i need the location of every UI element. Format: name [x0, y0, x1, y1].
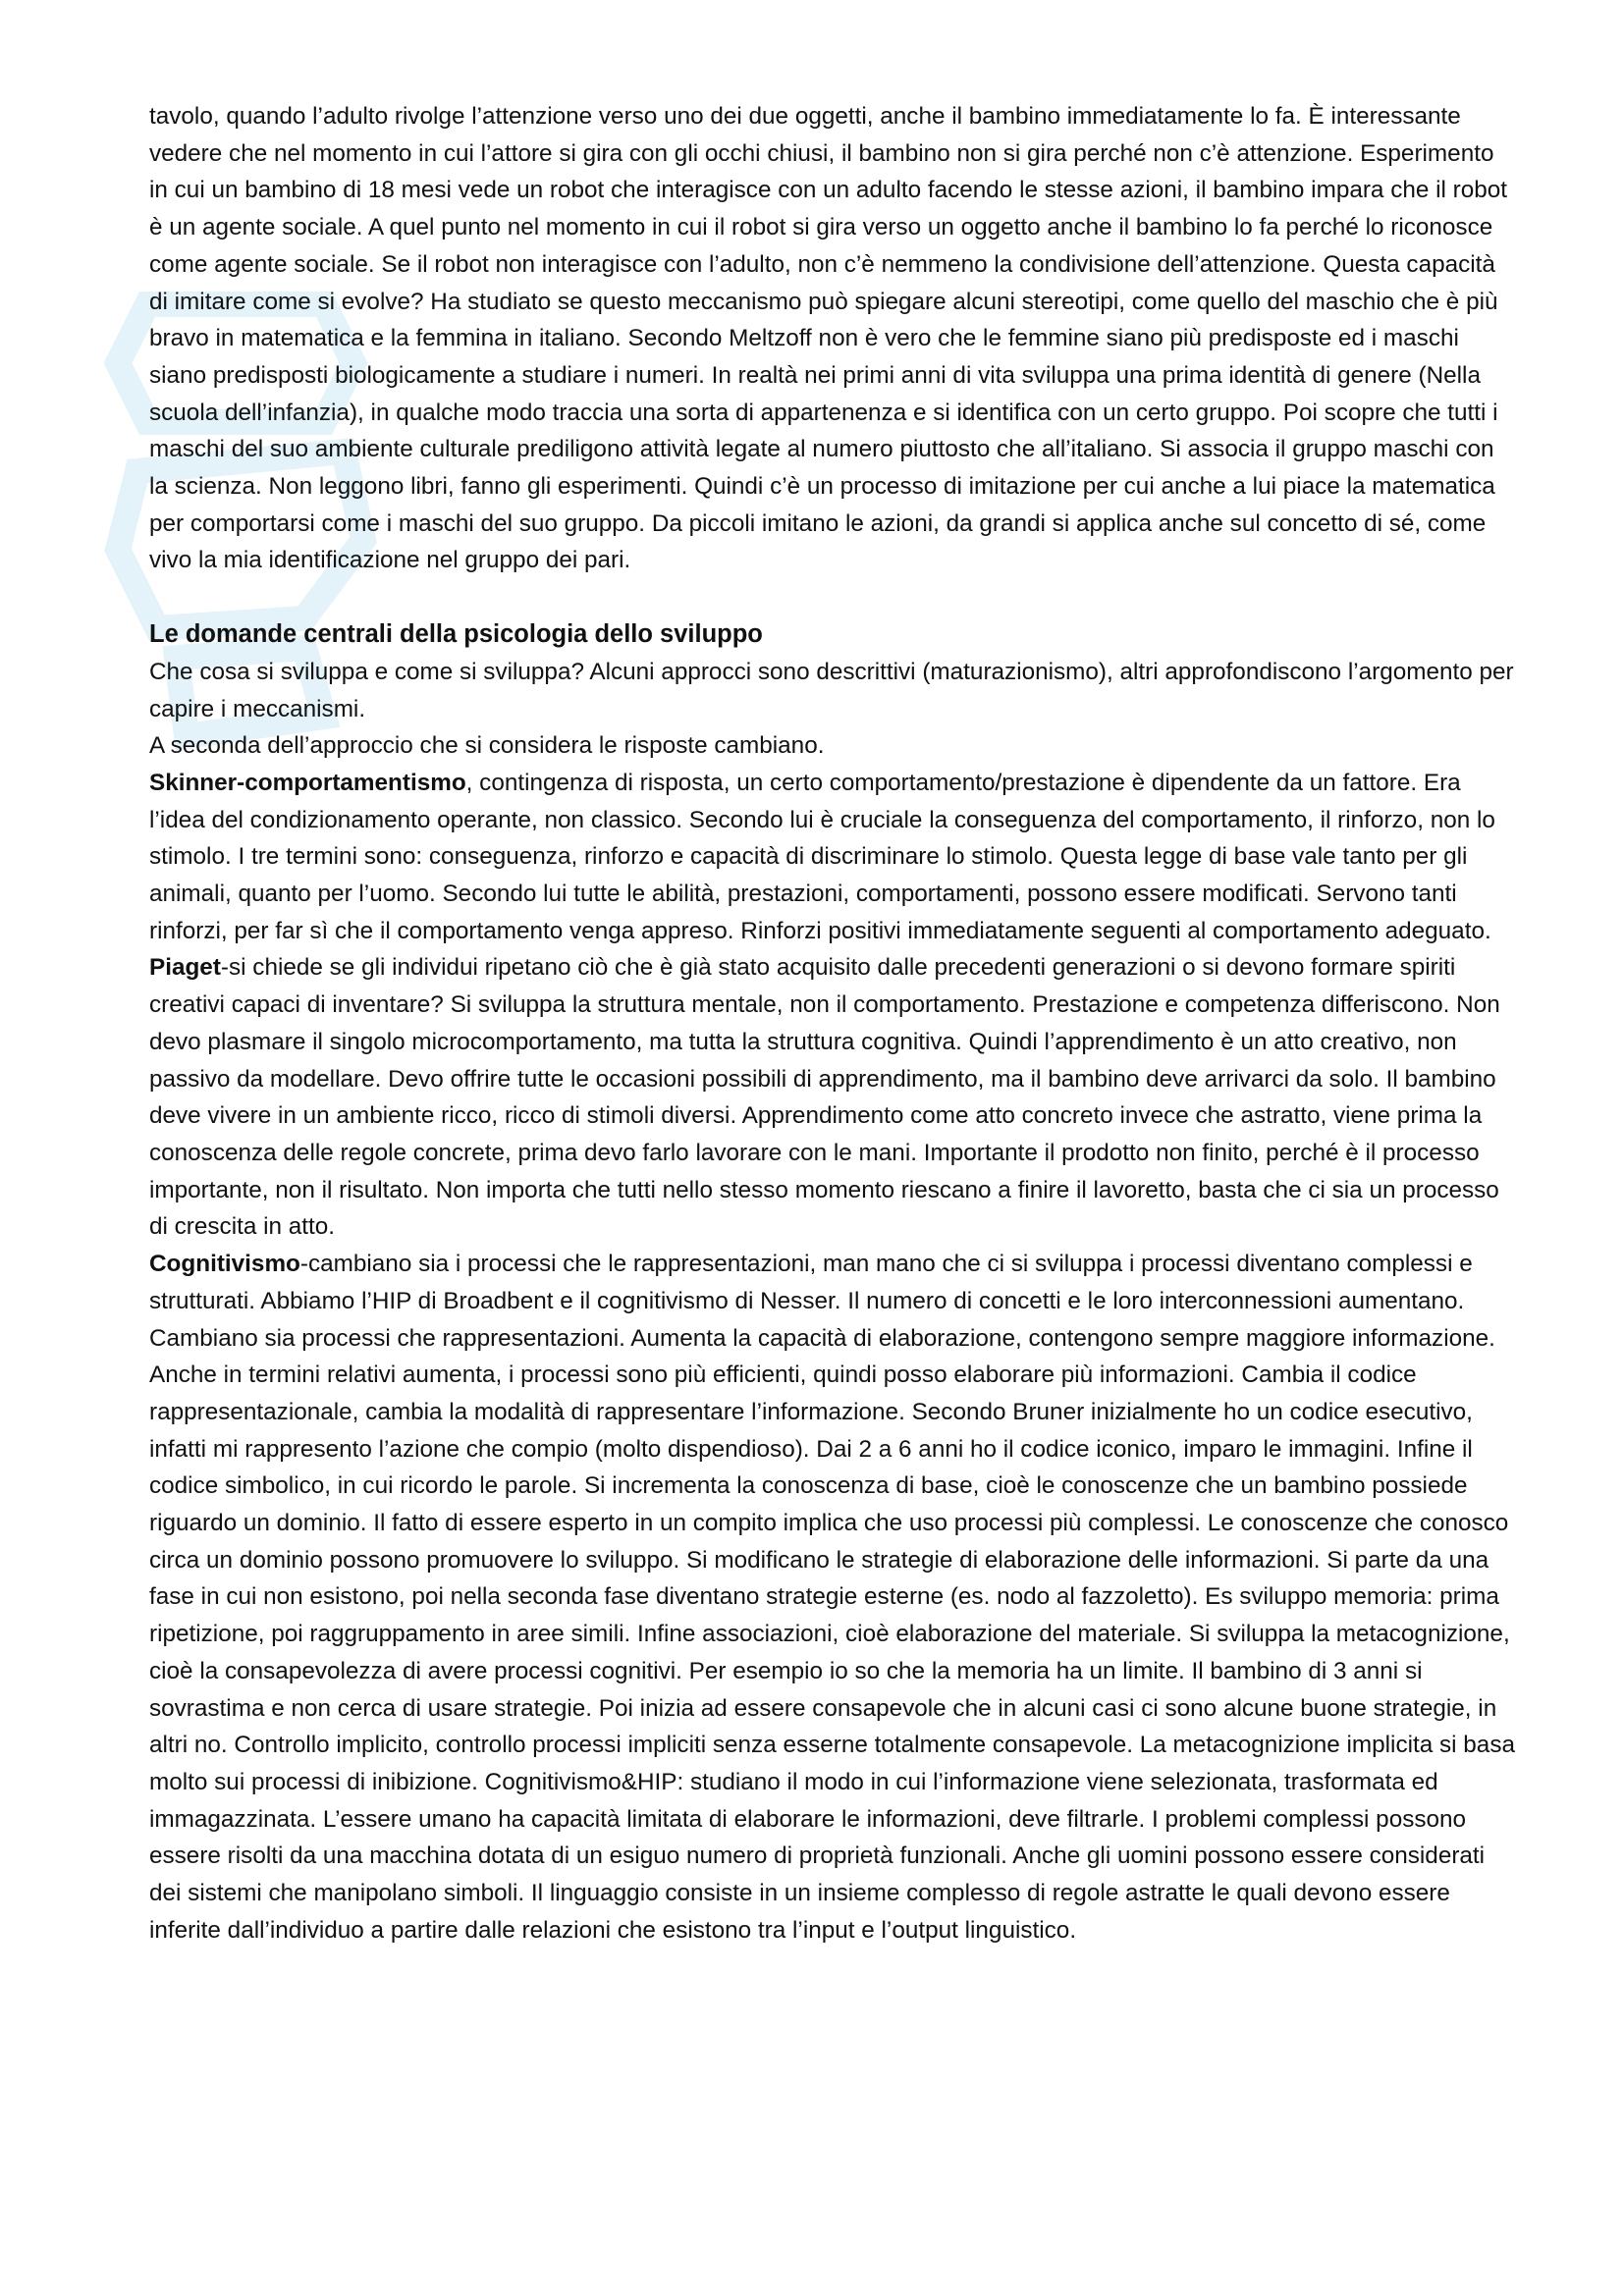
- paragraph-spacer: [149, 579, 1519, 616]
- section-line: Che cosa si sviluppa e come si sviluppa? Alcuni approcci sono descrittivi (maturazionismo), altri approfondiscono l’argomento per capire i meccanismi.: [149, 658, 1514, 722]
- piaget-paragraph: [149, 949, 1519, 1246]
- term-skinner: Skinner-comportamentismo: [149, 769, 466, 796]
- term-cognitivismo: Cognitivismo: [149, 1251, 300, 1278]
- cognitivismo-paragraph: [149, 1246, 1519, 1949]
- section-line: A seconda dell’approccio che si considera le risposte cambiano.: [149, 732, 825, 760]
- cognitivismo-text: -cambiano sia i processi che le rappresentazioni, man mano che ci si sviluppa i processi diventano complessi e strutturati. Abbiamo l’HIP di Broadbent e il cognitivismo di Nesser. Il numero di concetti e le loro interconnessioni aumentano. Cambiano sia processi che rappresentazioni. Aumenta la capacità di elaborazione, contengono sempre maggiore informazione. Anche in termini relativi aumenta, i processi sono più efficienti, quindi posso elaborare più informazioni. Cambia il codice rappresentazionale, cambia la modalità di rappresentare l’informazione. Secondo Bruner inizialmente ho un codice esecutivo, infatti mi rappresento l’azione che compio (molto dispendioso). Dai 2 a 6 anni ho il codice iconico, imparo le immagini. Infine il codice simbolico, in cui ricordo le parole. Si incrementa la conoscenza di base, cioè le conoscenze che un bambino possiede riguardo un dominio. Il fatto di essere esperto in un compito implica che uso processi più complessi. Le conoscenze che conosco circa un dominio possono promuovere lo sviluppo. Si modificano le strategie di elaborazione delle informazioni. Si parte da una fase in cui non esistono, poi nella seconda fase diventano strategie esterne (es. nodo al fazzoletto). Es sviluppo memoria: prima ripetizione, poi raggruppamento in aree simili. Infine associazioni, cioè elaborazione del materiale. Si sviluppa la metacognizione, cioè la consapevolezza di avere processi cognitivi. Per esempio io so che la memoria ha un limite. Il bambino di 3 anni si sovrastima e non cerca di usare strategie. Poi inizia ad essere consapevole che in alcuni casi ci sono alcune buone strategie, in altri no. Controllo implicito, controllo processi impliciti senza esserne totalmente consapevole. La metacognizione implicita si basa molto sui processi di inibizione. Cognitivismo&HIP: studiano il modo in cui l’informazione viene selezionata, trasformata ed immagazzinata. L’essere umano ha capacità limitata di elaborare le informazioni, deve filtrarle. I problemi complessi possono essere risolti da una macchina dotata di un esiguo numero di proprietà funzionali. Anche gli uomini possono essere considerati dei sistemi che manipolano simboli. Il linguaggio consiste in un insieme complesso di regole astratte le quali devono essere inferite dall’individuo a partire dalle relazioni che esistono tra l’input e l’output linguistico.: [149, 1251, 1515, 1944]
- skinner-paragraph: [149, 765, 1519, 950]
- piaget-text: -si chiede se gli individui ripetano ciò che è già stato acquisito dalle precedenti generazioni o si devono formare spiriti creativi capaci di inventare? Si sviluppa la struttura mentale, non il comportamento. Prestazione e competenza differiscono. Non devo plasmare il singolo microcomportamento, ma tutta la struttura cognitiva. Quindi l’apprendimento è un atto creativo, non passivo da modellare. Devo offrire tutte le occasioni possibili di apprendimento, ma il bambino deve arrivarci da solo. Il bambino deve vivere in un ambiente ricco, ricco di stimoli diversi. Apprendimento come atto concreto invece che astratto, viene prima la conoscenza delle regole concrete, prima devo farlo lavorare con le mani. Importante il prodotto non finito, perché è il processo importante, non il risultato. Non importa che tutti nello stesso momento riescano a finire il lavoretto, basta che ci sia un processo di crescita in atto.: [149, 954, 1500, 1241]
- term-piaget: Piaget: [149, 954, 221, 982]
- intro-paragraph: tavolo, quando l’adulto rivolge l’attenzione verso uno dei due oggetti, anche il bambino immediatamente lo fa. È interessante vedere che nel momento in cui l’attore si gira con gli occhi chiusi, il bambino non si gira perché non c’è attenzione. Esperimento in cui un bambino di 18 mesi vede un robot che interagisce con un adulto facendo le stesse azioni, il bambino impara che il robot è un agente sociale. A quel punto nel momento in cui il robot si gira verso un oggetto anche il bambino lo fa perché lo riconosce come agente sociale. Se il robot non interagisce con l’adulto, non c’è nemmeno la condivisione dell’attenzione. Questa capacità di imitare come si evolve? Ha studiato se questo meccanismo può spiegare alcuni stereotipi, come quello del maschio che è più bravo in matematica e la femmina in italiano. Secondo Meltzoff non è vero che le femmine siano più predisposte ed i maschi siano predisposti biologicamente a studiare i numeri. In realtà nei primi anni di vita sviluppa una prima identità di genere (Nella scuola dell’infanzia), in qualche modo traccia una sorta di appartenenza e si identifica con un certo gruppo. Poi scopre che tutti i maschi del suo ambiente culturale prediligono attività legate al numero piuttosto che all’italiano. Si associa il gruppo maschi con la scienza. Non leggono libri, fanno gli esperimenti. Quindi c’è un processo di imitazione per cui anche a lui piace la matematica per comportarsi come i maschi del suo gruppo. Da piccoli imitano le azioni, da grandi si applica anche sul concetto di sé, come vivo la mia identificazione nel gruppo dei pari.: [149, 103, 1508, 574]
- document-page: [149, 98, 1519, 1949]
- section-heading: Le domande centrali della psicologia dello sviluppo: [149, 620, 763, 649]
- skinner-text: , contingenza di risposta, un certo comportamento/prestazione è dipendente da un fattore. Era l’idea del condizionamento operante, non classico. Secondo lui è cruciale la conseguenza del comportamento, il rinforzo, non lo stimolo. I tre termini sono: conseguenza, rinforzo e capacità di discriminare lo stimolo. Questa legge di base vale tanto per gli animali, quanto per l’uomo. Secondo lui tutte le abilità, prestazioni, comportamenti, possono essere modificati. Servono tanti rinforzi, per far sì che il comportamento venga appreso. Rinforzi positivi immediatamente seguenti al comportamento adeguato.: [149, 769, 1495, 944]
